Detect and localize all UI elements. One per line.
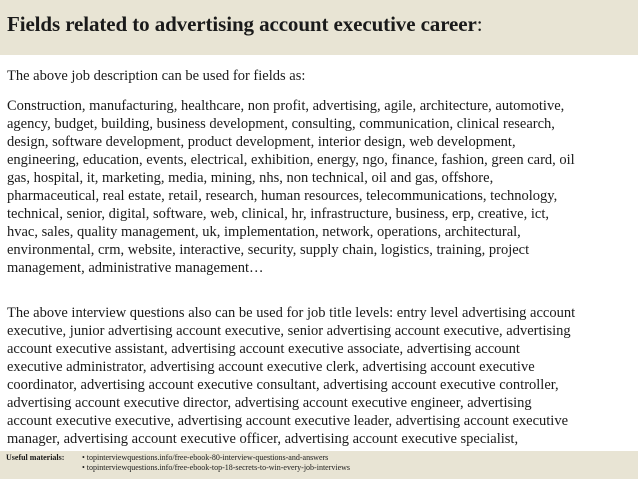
fields-paragraph bbox=[7, 97, 635, 277]
fields-line: engineering, education, events, electrical, exhibition, energy, ngo, finance, fashion, green card, oil bbox=[7, 152, 575, 168]
fields-line: agency, budget, building, business development, consulting, communication, clinical research, bbox=[7, 116, 555, 132]
fields-line: Construction, manufacturing, healthcare, non profit, advertising, agile, architecture, automotive, bbox=[7, 98, 565, 114]
levels-line: manager, advertising account executive officer, advertising account executive specialist, bbox=[7, 431, 519, 447]
levels-line: account executive executive, advertising account executive leader, advertising account executive bbox=[7, 413, 569, 429]
slide-title-text: Fields related to advertising account executive career bbox=[7, 12, 477, 36]
footer-link[interactable]: • topinterviewquestions.info/free-ebook-top-18-secrets-to-win-every-job-interviews bbox=[82, 463, 351, 472]
fields-line: gas, hospital, it, marketing, media, mining, nhs, non technical, oil and gas, offshore, bbox=[7, 170, 494, 186]
fields-line: management, administrative management… bbox=[7, 260, 264, 276]
levels-paragraph bbox=[7, 304, 635, 448]
levels-line: executive administrator, advertising account executive clerk, advertising account executive bbox=[7, 359, 535, 375]
levels-line: advertising account executive director, advertising account executive engineer, advertising bbox=[7, 395, 532, 411]
footer-links bbox=[82, 453, 350, 473]
levels-line: executive, junior advertising account executive, senior advertising account executive, advertising bbox=[7, 323, 571, 339]
intro-text: The above job description can be used for fields as: bbox=[7, 68, 306, 84]
footer-label: Useful materials: bbox=[6, 453, 65, 462]
fields-line: environmental, crm, website, interactive, security, supply chain, logistics, training, project bbox=[7, 242, 530, 258]
fields-line: hvac, sales, quality management, uk, implementation, network, operations, architectural, bbox=[7, 224, 521, 240]
levels-line: The above interview questions also can be used for job title levels: entry level advertising account bbox=[7, 305, 576, 321]
levels-line: account executive assistant, advertising account executive associate, advertising account bbox=[7, 341, 520, 357]
fields-line: pharmaceutical, real estate, retail, research, human resources, telecommunications, technology, bbox=[7, 188, 558, 204]
slide-title bbox=[7, 12, 482, 37]
levels-line: coordinator, advertising account executive consultant, advertising account executive controller, bbox=[7, 377, 559, 393]
fields-line: technical, senior, digital, software, web, clinical, hr, infrastructure, business, erp, creative, ict, bbox=[7, 206, 549, 222]
fields-line: design, software development, product development, interior design, web development, bbox=[7, 134, 516, 150]
slide-title-colon: : bbox=[476, 12, 483, 36]
footer-link[interactable]: • topinterviewquestions.info/free-ebook-80-interview-questions-and-answers bbox=[82, 453, 329, 462]
